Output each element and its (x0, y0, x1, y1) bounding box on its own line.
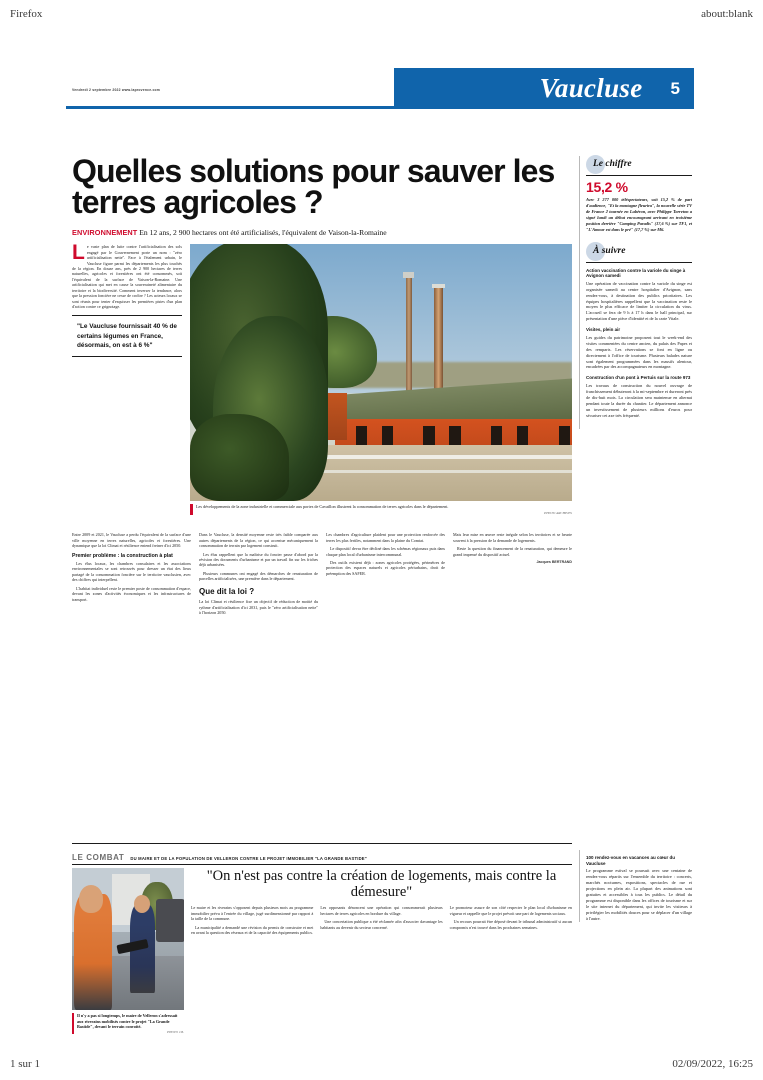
rail-item-title: Visites, plein air (586, 327, 621, 333)
right-rail (579, 156, 692, 429)
combat-rule (72, 864, 572, 865)
article-byline: Jacques BERTRAND (536, 559, 572, 564)
combat-photo-credit: PHOTO J.B. (167, 1030, 184, 1035)
rail-item (586, 327, 692, 370)
photo-fence-upper (305, 455, 572, 459)
combat-col3-text (450, 905, 572, 930)
column-2-text (199, 532, 318, 615)
combat-top-rule (72, 843, 572, 844)
browser-app-name: Firefox (10, 8, 43, 20)
intro-column (72, 241, 182, 357)
paragraph: La municipalité a demandé une révision du permis de construire et met en avant la question des réseaux et de la capacité des équipements publics. (191, 924, 314, 936)
combat-columns (191, 905, 572, 938)
article-kicker-tag: ENVIRONNEMENT (72, 227, 138, 237)
rail-item-title: 100 rendez-vous en vacances au cœur du Vaucluse (586, 855, 676, 866)
combat-column-3 (450, 905, 572, 938)
rail-item (586, 855, 692, 922)
rail-block-chiffre (586, 156, 692, 233)
rail-item-text: Les guides du patrimoine proposent tout le week-end des visites commentées du centre ancien, du palais des Papes et des remparts. Les réservations se font en ligne ou directement à l'office de tourisme. Plusieurs balades nature sont également programmées dans les massifs alentour, encadrées par des accompagnateurs en montagne. (586, 334, 692, 370)
combat-caption: Il n'y a pas si longtemps, le maire de Velleron s'adressait aux riverains mobilisés contre le projet "La Grande Bastide", devant le terrain convoité. (77, 1013, 178, 1030)
rail-header-a-suivre (586, 243, 692, 263)
combat-caption-bar (72, 1013, 184, 1034)
paragraph: Les chambres d'agriculture plaident pour une protection renforcée des terres les plus fertiles, notamment dans la plaine du Comtat. (326, 532, 445, 543)
combat-column-1 (191, 905, 313, 938)
article-column-4 (453, 532, 572, 618)
rail-item (586, 375, 692, 418)
rail-item (586, 268, 692, 323)
rail-underline (586, 175, 692, 176)
edition-info: Vendredi 2 septembre 2022 www.laprovence.com (72, 88, 161, 92)
rail-item-text: Les travaux de construction du nouvel ouvrage de franchissement débuteront à la mi-septembre et dureront près de dix-huit mois. La circulation sera maintenue en alternat pendant toute la durée du chantier. Le département annonce un investissement de plusieurs millions d'euros pour sécuriser cet axe très fréquenté. (586, 383, 692, 418)
rail-big-number: 15,2 % (586, 179, 628, 195)
pull-quote: "Le Vaucluse fournissait 40 % de certains légumes en France, désormais, on est à 6 %" (72, 315, 182, 357)
combat-col1-text (191, 905, 313, 935)
rail-item-text: Le programme estival se poursuit avec une centaine de rendez-vous répartis sur l'ensemble du territoire : concerts, marchés nocturnes, expositions, spectacles de rue et projections en plein air. La plupart des animations sont gratuites et accessibles à tous les publics. Le détail du programme est disponible dans les offices de tourisme et sur le site internet du département, qui invite les visiteurs à privilégier les mobilités douces pour se déplacer d'un village à l'autre. (586, 868, 692, 921)
combat-col2-text (320, 905, 442, 930)
article-headline: Quelles solutions pour sauver les terres agricoles ? (72, 153, 555, 221)
main-article (72, 153, 572, 619)
paragraph: Entre 2009 et 2021, le Vaucluse a perdu l'équivalent de la surface d'une ville moyenne en terres naturelles, agricoles et forestières. Une dynamique que la loi Climat et résilience entend freiner d'ici 2050. (72, 532, 191, 549)
rail-chiffre-text: Avec 3 277 000 téléspectateurs, soit 15,2 % de part d'audience, "Et la montagne fleurira", la nouvelle série TV de France 2 tournée en Lubéron, avec Philippe Torreton a signé lundi un début encourageant arrivant en troisième position derrière "Camping Paradis" (17,6 %) sur TF1, et "L'Amour est dans le pré" (17,7 %) sur M6. (586, 197, 692, 232)
combat-kicker-row (72, 850, 572, 864)
article-chapo-text: En 12 ans, 2 900 hectares ont été artificialisés, l'équivalent de Vaison-la-Romaine (139, 227, 387, 237)
paragraph: La loi Climat et résilience fixe un objectif de réduction de moitié du rythme d'artificialisation d'ici 2031, puis le "zéro artificialisation nette" à l'horizon 2050. (199, 599, 318, 616)
combat-photo (72, 868, 184, 1010)
combat-column-2 (320, 905, 442, 938)
page-number: 5 (670, 78, 680, 98)
paragraph: Des outils existent déjà : zones agricoles protégées, périmètres de protection des espaces naturels et agricoles périurbains, droit de préemption des SAFER. (326, 559, 445, 576)
paragraph: Les opposants dénoncent une opération qui consommerait plusieurs hectares de terres agricoles en bordure du village. (320, 905, 443, 916)
combat-photo-camera (156, 899, 184, 942)
combat-section (72, 850, 572, 1034)
rail-label: À suivre (593, 245, 626, 256)
article-column-3 (326, 532, 445, 618)
rail-item-title: Action vaccination contre la variole du singe à Avignon samedi (586, 267, 686, 279)
paragraph: Un recours pourrait être déposé devant le tribunal administratif si aucun compromis n'est trouvé dans les prochaines semaines. (449, 919, 572, 930)
article-body-columns (72, 532, 572, 618)
rail-label: Le chiffre (593, 159, 632, 169)
paragraph: Les élus rappellent que la maîtrise du foncier passe d'abord par la révision des documents d'urbanisme et par un travail fin sur les friches déjà urbanisées. (199, 551, 318, 568)
combat-kicker-text: DU MAIRE ET DE LA POPULATION DE VELLERON CONTRE LE PROJET IMMOBILIER "LA GRANDE BASTIDE" (130, 856, 367, 861)
column-3-text (326, 532, 445, 576)
paragraph: L'habitat individuel reste le premier poste de consommation d'espace, devant les zones d'activités économiques et les infrastructures de transport. (72, 585, 191, 602)
rail-block-a-suivre (586, 243, 692, 419)
article-column-2 (199, 532, 318, 618)
paragraph: Plusieurs communes ont engagé des démarches de renaturation de parcelles artificialisées, une première dans le département. (199, 570, 318, 582)
paragraph: Le promoteur assure de son côté respecter le plan local d'urbanisme en vigueur et rappelle que le projet prévoit une part de logements sociaux. (449, 905, 572, 916)
hero-row (72, 241, 572, 526)
combat-body (72, 868, 572, 1034)
combat-photo-column (72, 868, 184, 1034)
hero-photo-box (190, 244, 572, 515)
combat-title: "On n'est pas contre la création de logements, mais contre la démesure" (206, 868, 557, 901)
photo-chimney-right (434, 288, 442, 396)
combat-main (191, 868, 572, 1034)
photo-fence-lower (305, 470, 572, 473)
article-chapo (72, 228, 572, 237)
paragraph: Les élus locaux, les chambres consulaires et les associations environnementales se sont retrouvés pour dresser un état des lieux partagé de la consommation foncière sur le territoire vauclusien, avec des chiffres qui interpellent. (72, 561, 191, 583)
rail-header-chiffre (586, 156, 692, 176)
column-4-text (453, 532, 572, 565)
hero-photo (190, 244, 572, 501)
hero-photo-credit: PHOTO ARCHIVES (544, 510, 572, 515)
hero-caption: Les développements de la zone industrielle et commerciale aux portes de Cavaillon illustrent la consommation de terres agricoles dans le département. (196, 504, 449, 510)
print-preview-header (0, 0, 763, 34)
paragraph: Reste la question du financement de la renaturation, qui demeure le grand impensé du dispositif actuel. (453, 546, 572, 557)
combat-photo-head-foreground (79, 885, 104, 913)
page-indicator: 1 sur 1 (10, 1058, 40, 1070)
combat-label: LE COMBAT (72, 853, 125, 862)
section-name: Vaucluse (539, 73, 643, 103)
paragraph: Le dispositif devra être décliné dans les schémas régionaux puis dans chaque plan local d'urbanisme intercommunal. (326, 546, 445, 557)
print-timestamp: 02/09/2022, 16:25 (672, 1058, 753, 1070)
paragraph: Mais leur mise en œuvre reste inégale selon les territoires et se heurte souvent à la pression de la demande de logements. (453, 532, 572, 543)
column-1-text (72, 532, 191, 602)
intro-text-block (72, 241, 182, 310)
rail-item-title: Construction d'un pont à Pertuis sur la route 973 (586, 375, 691, 381)
subhead-loi: Que dit la loi ? (199, 586, 255, 596)
subhead-construction: Premier problème : la construction à plat (72, 552, 173, 559)
paragraph: Le maire et les riverains s'opposent depuis plusieurs mois au programme immobilier prévu à l'entrée du village, jugé surdimensionné par rapport à la taille de la commune. (191, 905, 314, 922)
rail-underline (586, 262, 692, 263)
paragraph: Une concertation publique a été réclamée afin d'associer davantage les habitants au devenir du secteur concerné. (320, 919, 443, 930)
photo-foreground-bush (190, 414, 289, 501)
masthead (66, 68, 694, 108)
intro-paragraph: Le vaste plan de lutte contre l'artificialisation des sols engagé par le Gouvernement porte un nom : "zéro artificialisation nette". Face à l'étalement urbain, le Vaucluse figure parmi les départements les plus touchés de la région. En douze ans, près de 2 900 hectares de terres naturelles, agricoles et forestières ont été consommés, soit l'équivalent de la surface de Vaison-la-Romaine. Une artificialisation qui met en cause la souveraineté alimentaire du territoire et la biodiversité. Comment inverser la tendance, alors que la pression foncière ne cesse de croître ? Les acteurs locaux se sont réunis pour tenter d'esquisser les premières pistes d'un plan d'action contre ce grignotage. (72, 241, 182, 310)
photo-chimney-left (406, 278, 412, 394)
print-preview-footer (0, 1046, 763, 1080)
newspaper-page (66, 68, 694, 1035)
hero-caption-bar (190, 504, 572, 515)
article-column-1 (72, 532, 191, 618)
paragraph: Dans le Vaucluse, la densité moyenne reste très faible comparée aux autres départements de la région, ce qui accentue mécaniquement la consommation de terrain par logement construit. (199, 532, 318, 549)
page-url: about:blank (701, 8, 753, 20)
section-flag (394, 68, 694, 109)
right-rail-bottom (579, 850, 692, 922)
rail-item-text: Une opération de vaccination contre la variole du singe est organisée samedi au centre hospitalier d'Avignon, sans rendez-vous, à destination des publics prioritaires. Les équipes hospitalières rappellent que la vaccination reste le moyen le plus efficace de limiter la circulation du virus. L'accueil se fera de 9 h à 17 h dans le hall principal, sur présentation d'une pièce d'identité et de la carte Vitale. (586, 280, 692, 322)
